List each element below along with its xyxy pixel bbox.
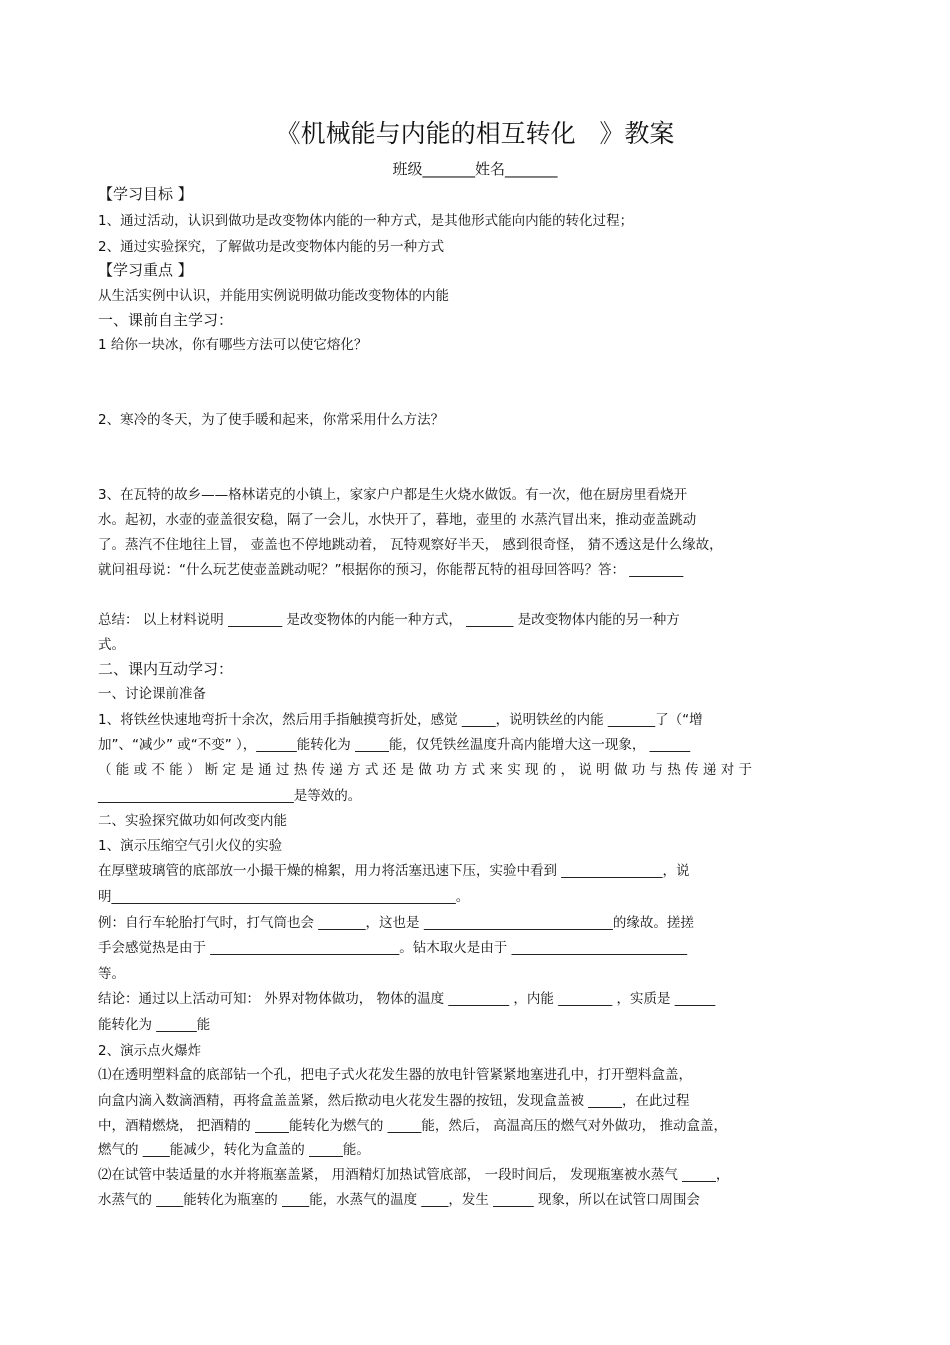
story-line: 3、在瓦特的故乡——格林诺克的小镇上，家家户户都是生火烧水做饭。有一次，他在厨房里看烧开 <box>98 487 688 503</box>
subsection-heading: 二、实验探究做功如何改变内能 <box>98 813 287 829</box>
experiment-line: 明___________________________________________________。 <box>98 889 470 905</box>
conclusion-line: 能转化为 ______能 <box>98 1017 211 1033</box>
example-line: 手会感觉热是由于 ____________________________。钻木取火是由于 __________________________ <box>98 940 688 956</box>
question-1: 1 给你一块冰，你有哪些方法可以使它熔化？ <box>98 337 368 353</box>
story-line: 了。蒸汽不住地往上冒， 壶盖也不停地跳动着， 瓦特观察好半天， 感到很奇怪， 猜不透这是什么缘故， <box>98 537 723 553</box>
example-line: 等。 <box>98 966 125 982</box>
page-title: 《机械能与内能的相互转化 》教案 <box>275 119 675 148</box>
key-point-text: 从生活实例中认识，并能用实例说明做功能改变物体的内能 <box>98 288 449 304</box>
story-line: 就问祖母说：“什么玩艺使壶盖跳动呢？”根据你的预习，你能帮瓦特的祖母回答吗？答： ________ <box>98 562 684 578</box>
class-name-line: 班级_______姓名_______ <box>392 160 558 178</box>
objective-1: 1、通过活动，认识到做功是改变物体内能的一种方式，是其他形式能向内能的转化过程； <box>98 213 634 229</box>
section-heading-pre-study: 一、课前自主学习： <box>98 311 234 329</box>
question-2: 2、寒冷的冬天，为了使手暖和起来，你常采用什么方法？ <box>98 412 445 428</box>
discussion-line: _____________________________是等效的。 <box>98 788 362 804</box>
steam-line: ⑵在试管中装适量的水并将瓶塞盖紧， 用酒精灯加热试管底部， 一段时间后， 发现瓶塞被水蒸气 _____， <box>98 1167 730 1183</box>
summary-line: 式。 <box>98 637 125 653</box>
summary-line: 总结： 以上材料说明 ________ 是改变物体的内能一种方式， _______ 是改变物体内能的另一种方 <box>98 612 680 628</box>
discussion-line: （ 能 或 不 能 ） 断 定 是 通 过 热 传 递 方 式 还 是 做 功 方 式 来 实 现 的 ， 说 明 做 功 与 热 传 递 对 于 <box>98 762 752 778</box>
conclusion-line: 结论：通过以上活动可知： 外界对物体做功， 物体的温度 _________ ，内能 ________ ，实质是 ______ <box>98 991 716 1007</box>
explosion-line: 燃气的 ____能减少，转化为盒盖的 _____能。 <box>98 1142 370 1158</box>
experiment-heading: 2、演示点火爆炸 <box>98 1043 202 1059</box>
experiment-line: 在厚壁玻璃管的底部放一小撮干燥的棉絮，用力将活塞迅速下压，实验中看到 _______________，说 <box>98 863 690 879</box>
explosion-line: ⑴在透明塑料盒的底部钻一个孔，把电子式火花发生器的放电针管紧紧地塞进孔中，打开塑料盒盖， <box>98 1067 692 1083</box>
explosion-line: 中，酒精燃烧， 把酒精的 _____能转化为燃气的 _____能，然后， 高温高压的燃气对外做功， 推动盒盖， <box>98 1118 727 1134</box>
example-line: 例：自行车轮胎打气时，打气筒也会 _______，这也是 ____________________________的缘故。搓搓 <box>98 915 694 931</box>
explosion-line: 向盒内滴入数滴酒精，再将盒盖盖紧，然后揿动电火花发生器的按钮，发现盒盖被 _____，在此过程 <box>98 1093 690 1109</box>
objective-2: 2、通过实验探究，了解做功是改变物体内能的另一种方式 <box>98 239 445 255</box>
section-heading-objectives: 【学习目标 】 <box>98 185 193 203</box>
section-heading-interactive: 二、课内互动学习： <box>98 660 234 678</box>
section-heading-key-points: 【学习重点 】 <box>98 261 193 279</box>
steam-line: 水蒸气的 ____能转化为瓶塞的 ____能，水蒸气的温度 ____，发生 ______ 现象，所以在试管口周围会 <box>98 1192 700 1208</box>
story-line: 水。起初，水壶的壶盖很安稳，隔了一会儿，水快开了，暮地，壶里的 水蒸汽冒出来，推动壶盖跳动 <box>98 512 697 528</box>
experiment-heading: 1、演示压缩空气引火仪的实验 <box>98 838 283 854</box>
subsection-heading: 一、讨论课前准备 <box>98 686 206 702</box>
discussion-line: 加”、“减少” 或“不变” ），______能转化为 _____能，仅凭铁丝温度升高内能增大这一现象， ______ <box>98 737 691 753</box>
discussion-line: 1、将铁丝快速地弯折十余次，然后用手指触摸弯折处，感觉 _____，说明铁丝的内能 _______了（“增 <box>98 712 703 728</box>
